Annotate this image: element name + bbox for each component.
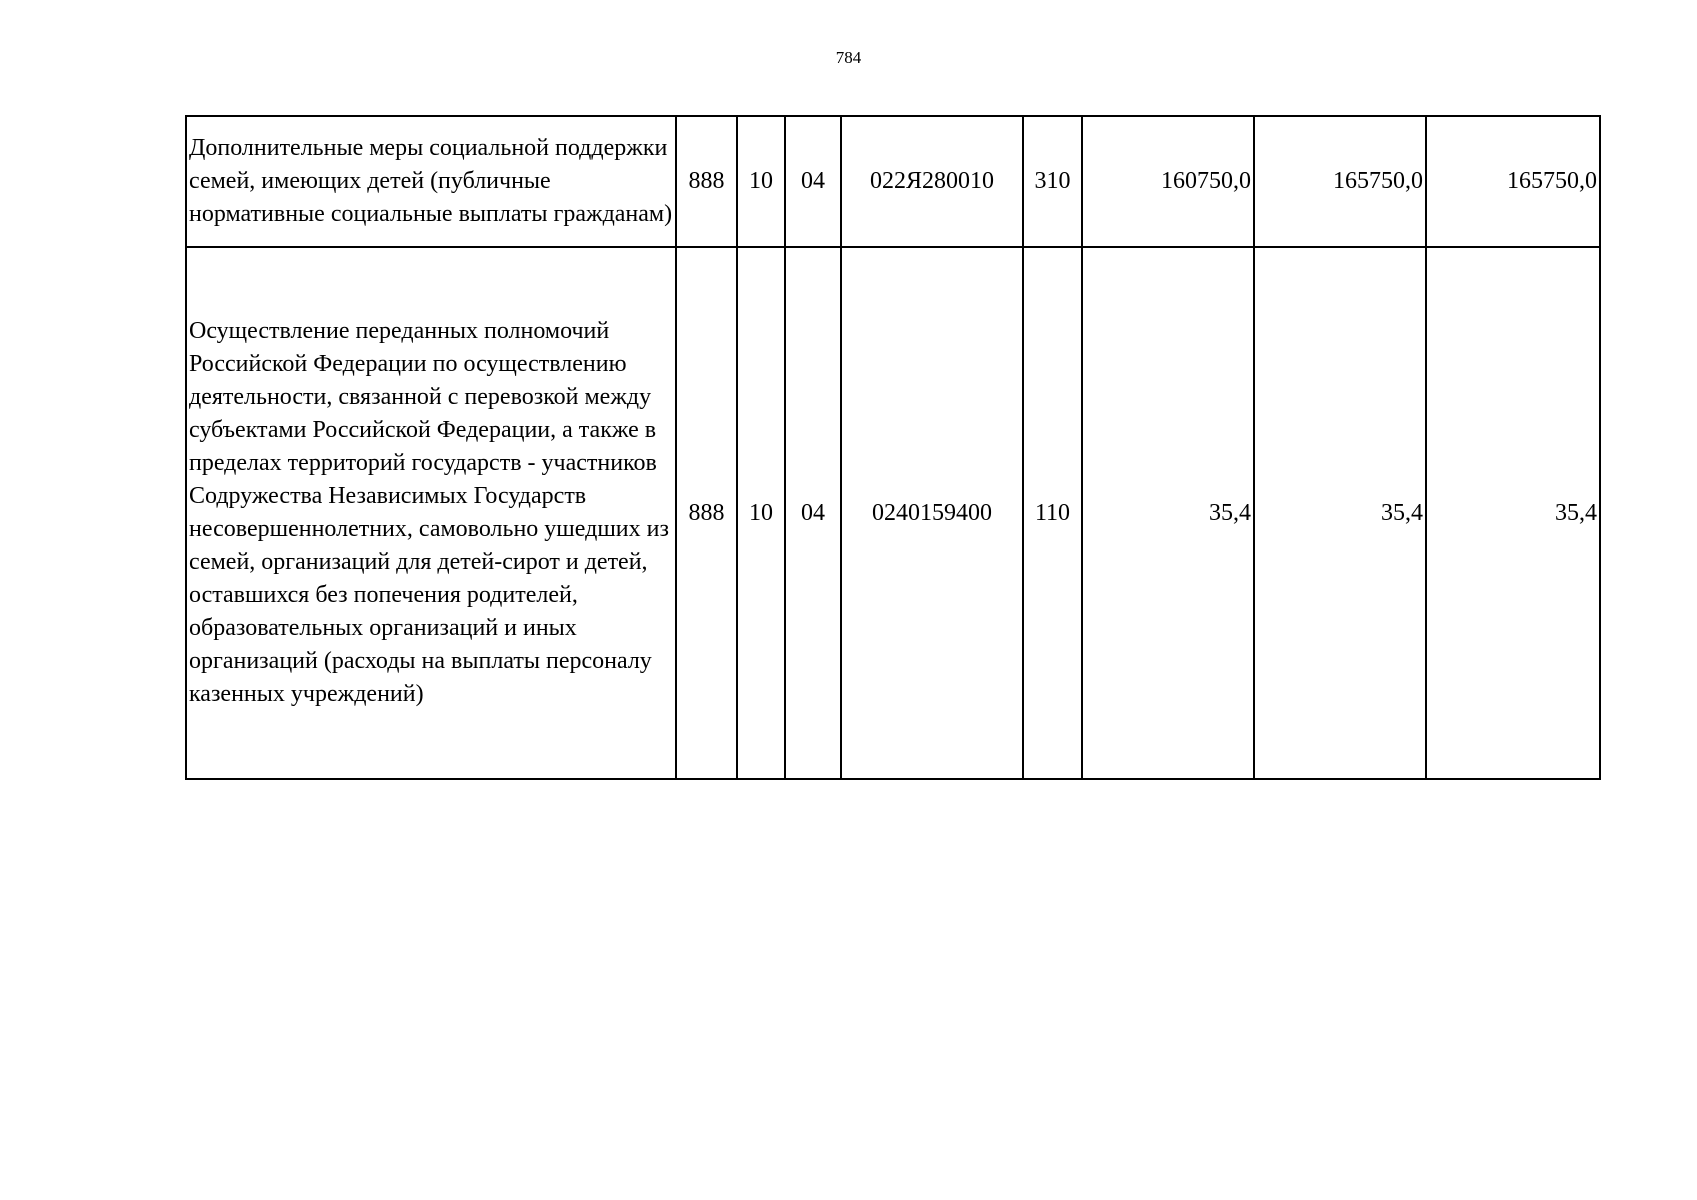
budget-table xyxy=(185,115,1601,780)
section-code: 10 xyxy=(737,116,785,247)
subsection-code: 04 xyxy=(785,116,841,247)
ministry-code: 888 xyxy=(676,116,737,247)
subsection-code: 04 xyxy=(785,247,841,779)
table-row xyxy=(186,247,1600,779)
amount-year-2: 165750,0 xyxy=(1254,116,1426,247)
amount-year-3: 35,4 xyxy=(1426,247,1600,779)
expense-type-code: 310 xyxy=(1023,116,1082,247)
row-description: Дополнительные меры социальной поддержки семей, имеющих детей (публичные нормативные социальные выплаты гражданам) xyxy=(186,116,676,247)
row-description: Осуществление переданных полномочий Российской Федерации по осуществлению деятельности, связанной с перевозкой между субъектами Российской Федерации, а также в пределах территорий государств - участников Содружества Независимых Государств несовершеннолетних, самовольно ушедших из семей, организаций для детей-сирот и детей, оставшихся без попечения родителей, образовательных организаций и иных организаций (расходы на выплаты персоналу казенных учреждений) xyxy=(186,247,676,779)
page-number: 784 xyxy=(835,48,862,67)
expense-type-code: 110 xyxy=(1023,247,1082,779)
table-row xyxy=(186,116,1600,247)
target-article-code: 022Я280010 xyxy=(841,116,1023,247)
target-article-code: 0240159400 xyxy=(841,247,1023,779)
amount-year-1: 35,4 xyxy=(1082,247,1254,779)
ministry-code: 888 xyxy=(676,247,737,779)
amount-year-3: 165750,0 xyxy=(1426,116,1600,247)
section-code: 10 xyxy=(737,247,785,779)
amount-year-1: 160750,0 xyxy=(1082,116,1254,247)
amount-year-2: 35,4 xyxy=(1254,247,1426,779)
